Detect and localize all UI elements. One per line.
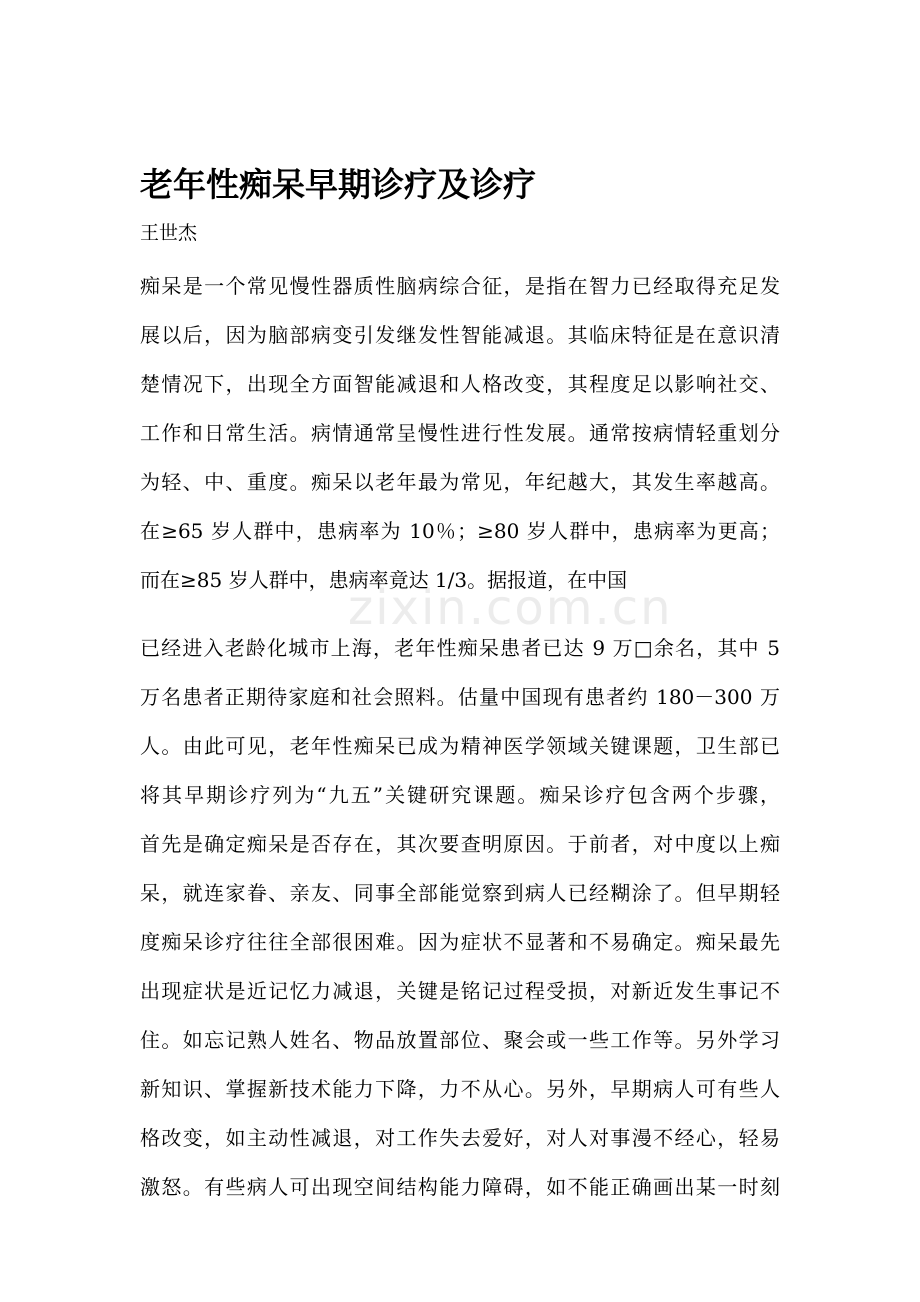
- paragraph-line: 度痴呆诊疗往往全部很困难。因为症状不显著和不易确定。痴呆最先: [140, 930, 780, 954]
- paragraph-line: 格改变，如主动性减退，对工作失去爱好，对人对事漫不经心，轻易: [140, 1126, 780, 1150]
- paragraph-line: 人。由此可见，老年性痴呆已成为精神医学领域关键课题，卫生部已: [140, 734, 780, 758]
- paragraph-line: 激怒。有些病人可出现空间结构能力障碍，如不能正确画出某一时刻: [140, 1175, 780, 1199]
- paragraph-line: 万名患者正期待家庭和社会照料。估量中国现有患者约 180－300 万: [140, 685, 780, 709]
- document-author: 王世杰: [140, 222, 198, 244]
- paragraph-line: 工作和日常生活。病情通常呈慢性进行性发展。通常按病情轻重划分: [140, 421, 780, 445]
- paragraph-line: 新知识、掌握新技术能力下降，力不从心。另外，早期病人可有些人: [140, 1077, 780, 1101]
- paragraph-2: [140, 624, 780, 1212]
- paragraph-line: 痴呆是一个常见慢性器质性脑病综合征，是指在智力已经取得充足发: [140, 274, 780, 298]
- paragraph-line: 首先是确定痴呆是否存在，其次要查明原因。于前者，对中度以上痴: [140, 832, 780, 856]
- paragraph-line: 为轻、中、重度。痴呆以老年最为常见，年纪越大，其发生率越高。: [140, 470, 780, 494]
- paragraph-line: 楚情况下，出现全方面智能减退和人格改变，其程度足以影响社交、: [140, 372, 780, 396]
- paragraph-line: 已经进入老龄化城市上海，老年性痴呆患者已达 9 万□余名，其中 5: [140, 636, 780, 660]
- document-title: 老年性痴呆早期诊疗及诊疗: [140, 165, 536, 204]
- paragraph-line: 而在≥85 岁人群中，患病率竟达 1/3。据报道，在中国: [140, 568, 628, 592]
- paragraph-line: 住。如忘记熟人姓名、物品放置部位、聚会或一些工作等。另外学习: [140, 1028, 780, 1052]
- paragraph-line: 将其早期诊疗列为“九五”关键研究课题。痴呆诊疗包含两个步骤，: [140, 783, 780, 807]
- paragraph-line: 展以后，因为脑部病变引发继发性智能减退。其临床特征是在意识清: [140, 323, 780, 347]
- paragraph-line: 呆，就连家眷、亲友、同事全部能觉察到病人已经糊涂了。但早期轻: [140, 881, 780, 905]
- paragraph-1: [140, 262, 780, 605]
- paragraph-line: 在≥65 岁人群中，患病率为 10％；≥80 岁人群中，患病率为更高；: [140, 519, 780, 543]
- watermark: zixin.com.cn: [348, 580, 673, 636]
- paragraph-line: 出现症状是近记忆力减退，关键是铭记过程受损，对新近发生事记不: [140, 979, 780, 1003]
